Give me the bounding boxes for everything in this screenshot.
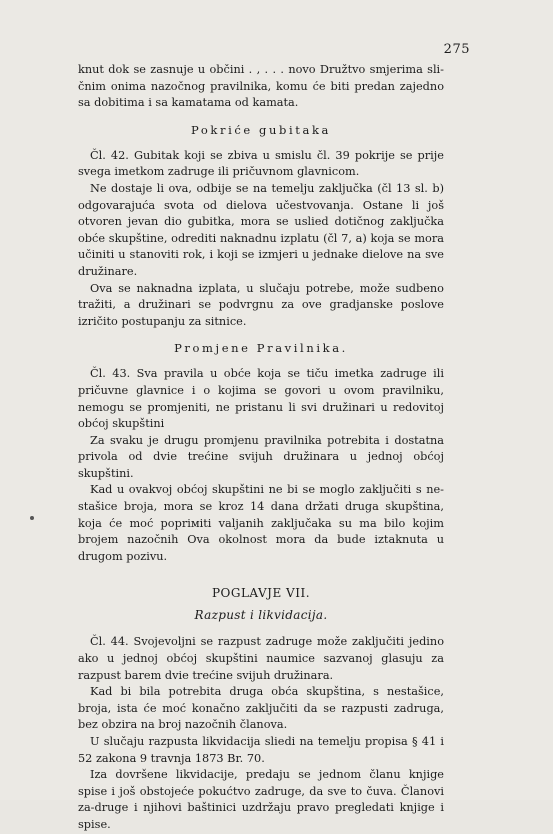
page-number: 275: [443, 42, 470, 57]
paragraph: Iza dovršene likvidacije, predaju se jednom članu knjige spise i još obstojeće pokućtvo zadruge, da sve to čuva. Članovi za-druge i njihovi baštinici uzdržaju pravo pregledati knjige i spise.: [78, 768, 444, 831]
section-heading: Promjene Pravilnika.: [174, 341, 348, 356]
paragraph: Ova se naknadna izplata, u slučaju potrebe, može sudbeno tražiti, a družinari se podvrgnu za ove gradjanske poslove izričito postupanju za sitnice.: [78, 281, 444, 328]
paragraph: Čl. 44. Svojevoljni se razpust zadruge može zaključiti jedino ako u jednoj obćoj skupštini naumice sazvanoj glasuju za razpust barem dvie trećine svijuh družinara.: [78, 635, 444, 682]
section-heading: Pokriće gubitaka: [191, 122, 331, 137]
paragraph: Kad bi bila potrebita druga obća skupština, s nestašice, broja, ista će moć konačno zaključiti da se razpusti zadruga, bez obzira na broj nazočnih članova.: [78, 685, 444, 732]
body-text: [78, 62, 444, 834]
paragraph: Čl. 42. Gubitak koji se zbiva u smislu čl. 39 pokrije se prije svega imetkom zadruge ili pričuvnom glavnicom.: [78, 148, 444, 179]
paragraph: U slučaju razpusta likvidacija sliedi na temelju propisa § 41 i 52 zakona 9 travnja 1873 Br. 70.: [78, 735, 444, 765]
chapter-subtitle: Razpust i likvidacija.: [194, 608, 328, 623]
paragraph: Kad u ovakvoj obćoj skupštini ne bi se moglo zaključiti s ne-stašice broja, mora se kroz 14 dana držati druga skupština, koja će moć popriміti valjanih zaključaka su ma bilo kojim brojem nazočnih Ova okolnost mora da bude iztaknuta u drugom pozivu.: [78, 483, 444, 563]
chapter-title: POGLAVJE VII.: [211, 586, 311, 601]
ink-speck: [30, 516, 34, 520]
paragraph: Za svaku je drugu promjenu pravilnika potrebita i dostatna privola od dvie trećine svijuh družinara u jednoj obćoj skupštini.: [78, 433, 444, 480]
paragraph: knut dok se zasnuje u občini . , . . . novo Družtvo smjerima sli-čnim onima nazočnog pravilnika, komu će biti predan zajedno sa dobitima i sa kamatama od kamata.: [78, 63, 444, 110]
paragraph: Čl. 43. Sva pravila u obće koja se tiču imetka zadruge ili pričuvne glavnice i o kojima se govori u ovom pravilniku, nemogu se promjeniti, ne pristanu li svi družinari u redovitoj obćoj skupštini: [78, 367, 444, 431]
paragraph: Ne dostaje li ova, odbije se na temelju zaključka (čl 13 sl. b) odgovarajuća svota od dielova učestvovanja. Ostane li još otvoren jevan dio gubitka, mora se uslied dotičnog zaključka obće skupštine, odrediti naknadnu izplatu (čl 7, a) koja se mora učiniti u stanoviti rok, i koji se izmjeri u jednake dielove na sve družinare.: [78, 181, 444, 278]
